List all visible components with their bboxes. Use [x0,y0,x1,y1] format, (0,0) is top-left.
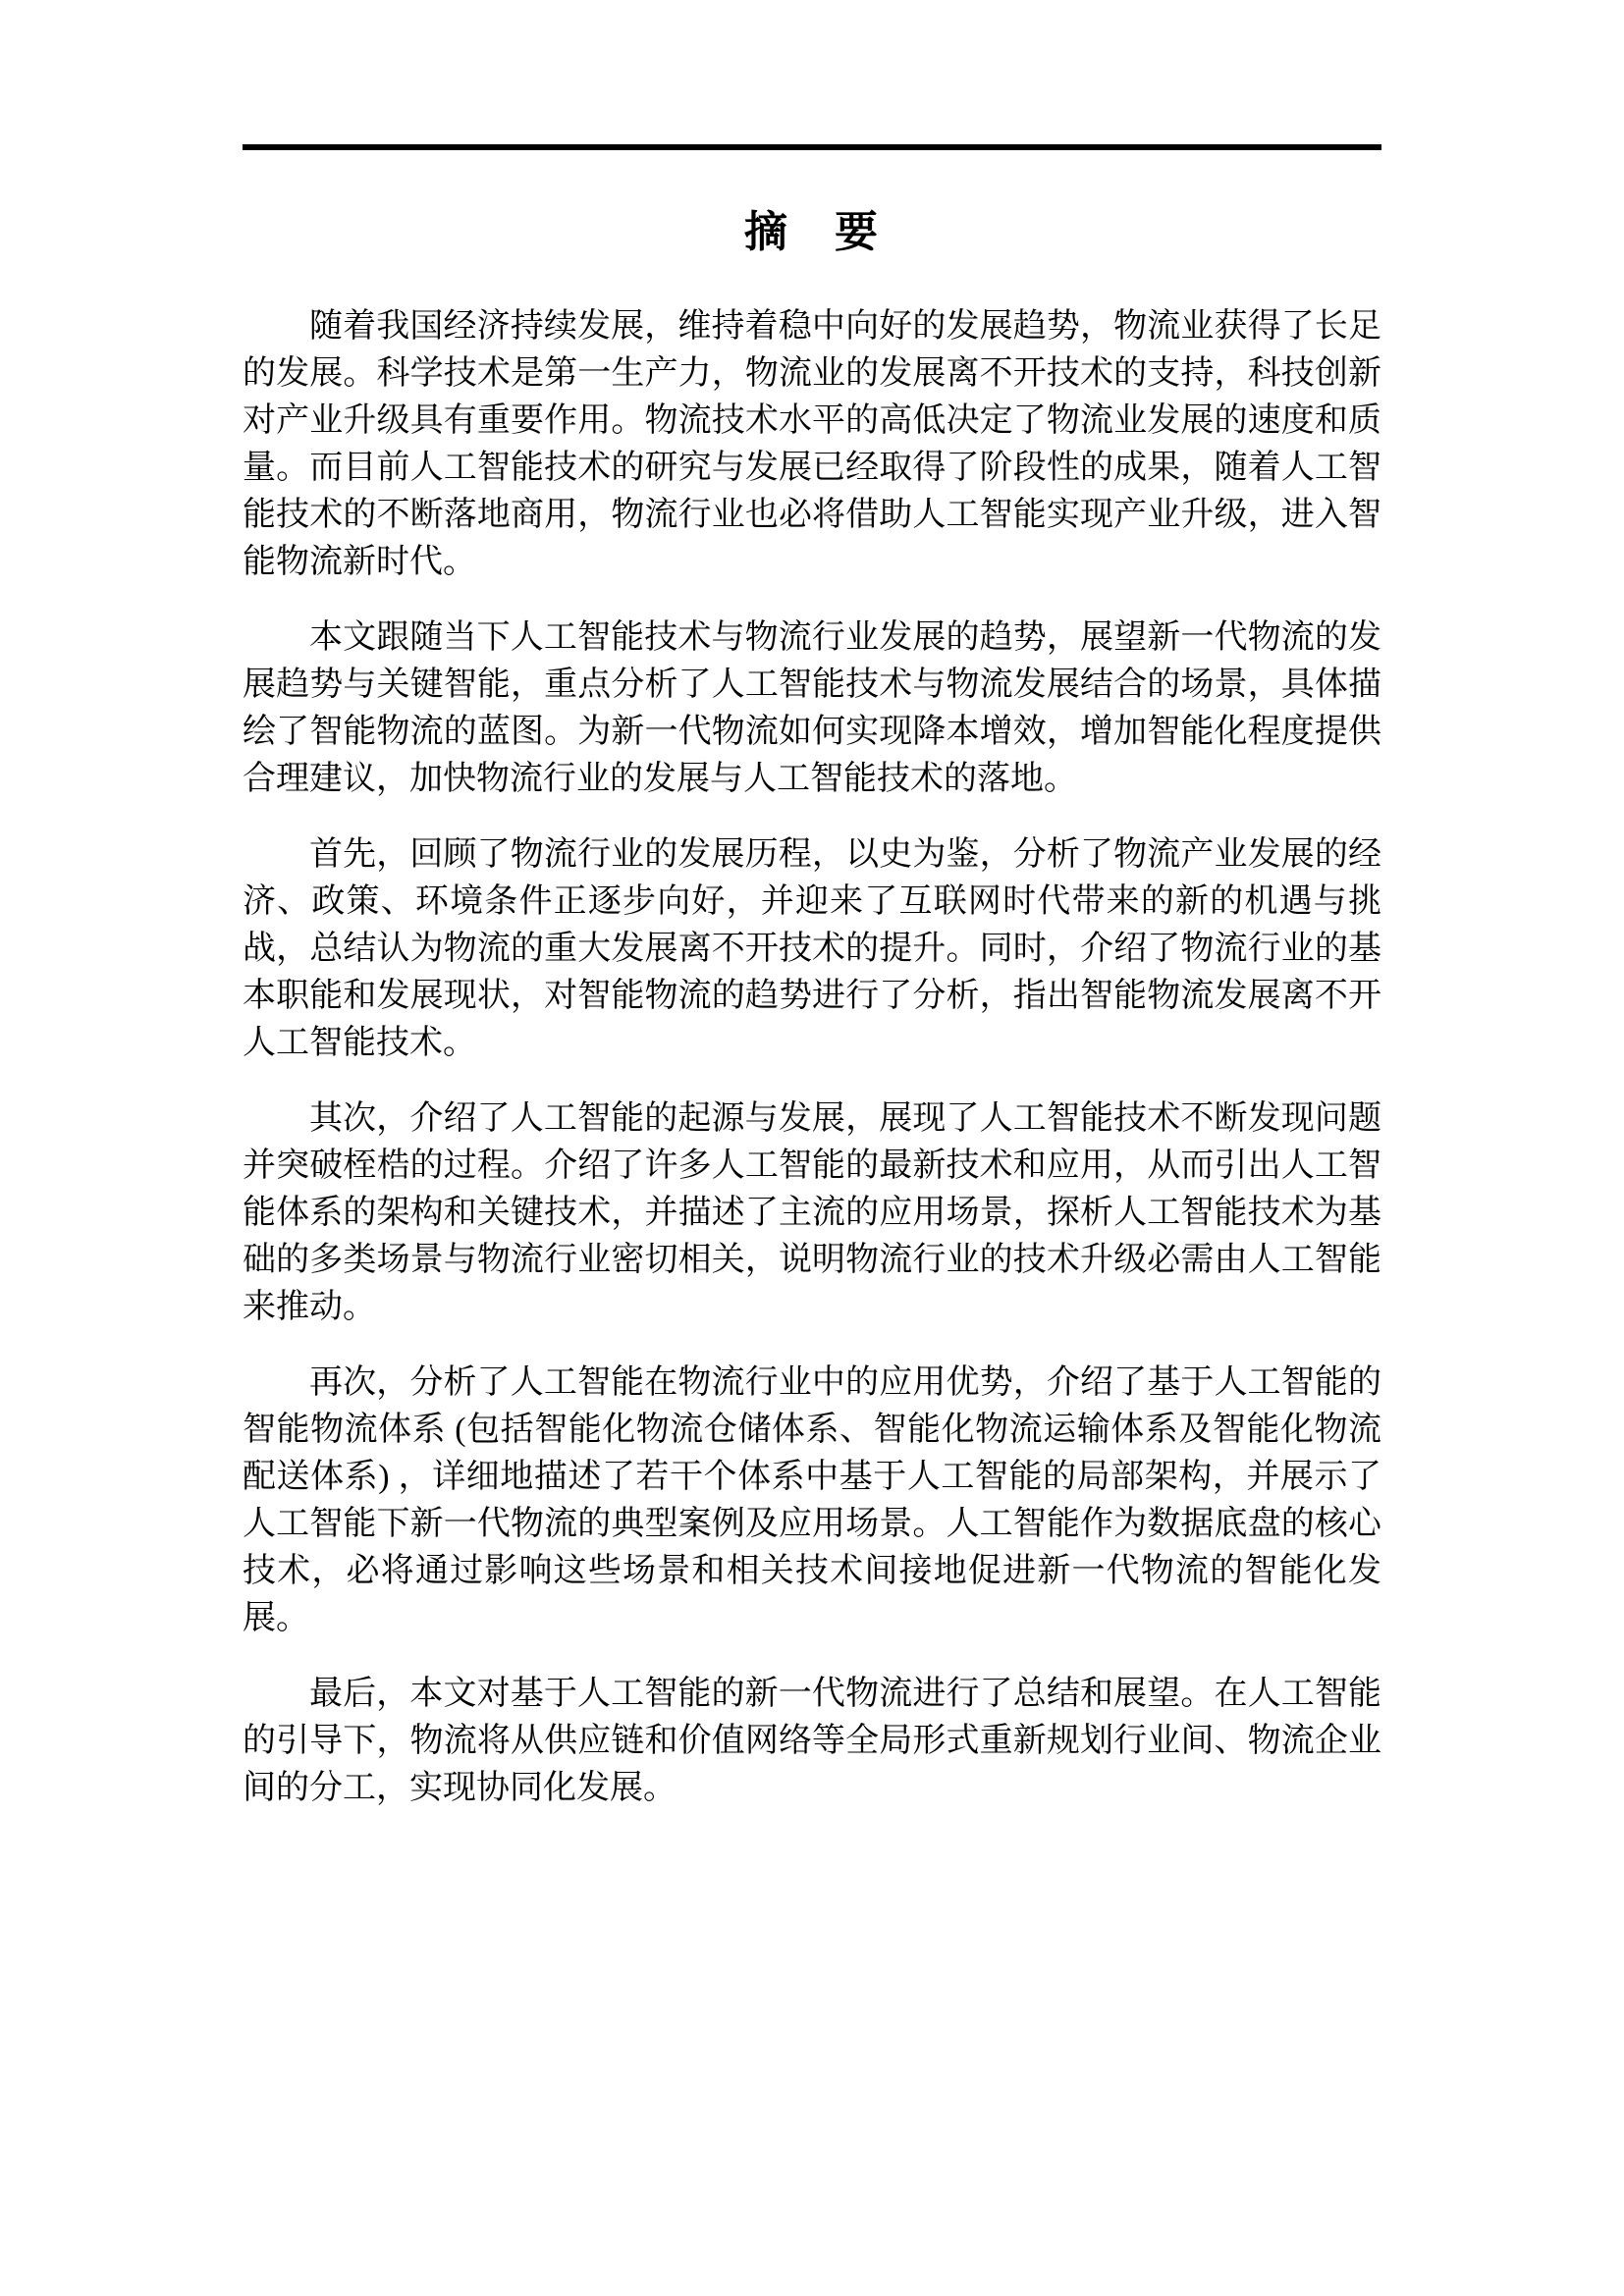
page-content [243,144,1381,1812]
abstract-paragraph-5: 再次，分析了人工智能在物流行业中的应用优势，介绍了基于人工智能的智能物流体系 (包括智能化物流仓储体系、智能化物流运输体系及智能化物流配送体系) ，详细地描述了若干个体系中基于人工智能的局部架构，并展示了人工智能下新一代物流的典型案例及应用场景。人工智能作为数据底盘的核心技术，必将通过影响这些场景和相关技术间接地促进新一代物流的智能化发展。 [243,1364,1381,1636]
abstract-paragraph-4: 其次，介绍了人工智能的起源与发展，展现了人工智能技术不断发现问题并突破桎梏的过程。介绍了许多人工智能的最新技术和应用，从而引出人工智能体系的架构和关键技术，并描述了主流的应用场景，探析人工智能技术为基础的多类场景与物流行业密切相关，说明物流行业的技术升级必需由人工智能来推动。 [243,1100,1381,1325]
page-title: 摘 要 [744,208,880,256]
abstract-paragraph-2: 本文跟随当下人工智能技术与物流行业发展的趋势，展望新一代物流的发展趋势与关键智能，重点分析了人工智能技术与物流发展结合的场景，具体描绘了智能物流的蓝图。为新一代物流如何实现降本增效，增加智能化程度提供合理建议，加快物流行业的发展与人工智能技术的落地。 [243,619,1381,797]
abstract-paragraph-3: 首先，回顾了物流行业的发展历程，以史为鉴，分析了物流产业发展的经济、政策、环境条件正逐步向好，并迎来了互联网时代带来的新的机遇与挑战，总结认为物流的重大发展离不开技术的提升。同时，介绍了物流行业的基本职能和发展现状，对智能物流的趋势进行了分析，指出智能物流发展离不开人工智能技术。 [243,836,1381,1061]
abstract-paragraph-1: 随着我国经济持续发展，维持着稳中向好的发展趋势，物流业获得了长足的发展。科学技术是第一生产力，物流业的发展离不开技术的支持，科技创新对产业升级具有重要作用。物流技术水平的高低决定了物流业发展的速度和质量。而目前人工智能技术的研究与发展已经取得了阶段性的成果，随着人工智能技术的不断落地商用，物流行业也必将借助人工智能实现产业升级，进入智能物流新时代。 [243,308,1381,580]
abstract-paragraph-6: 最后，本文对基于人工智能的新一代物流进行了总结和展望。在人工智能的引导下，物流将从供应链和价值网络等全局形式重新规划行业间、物流企业间的分工，实现协同化发展。 [243,1676,1381,1806]
header-rule [243,144,1381,150]
